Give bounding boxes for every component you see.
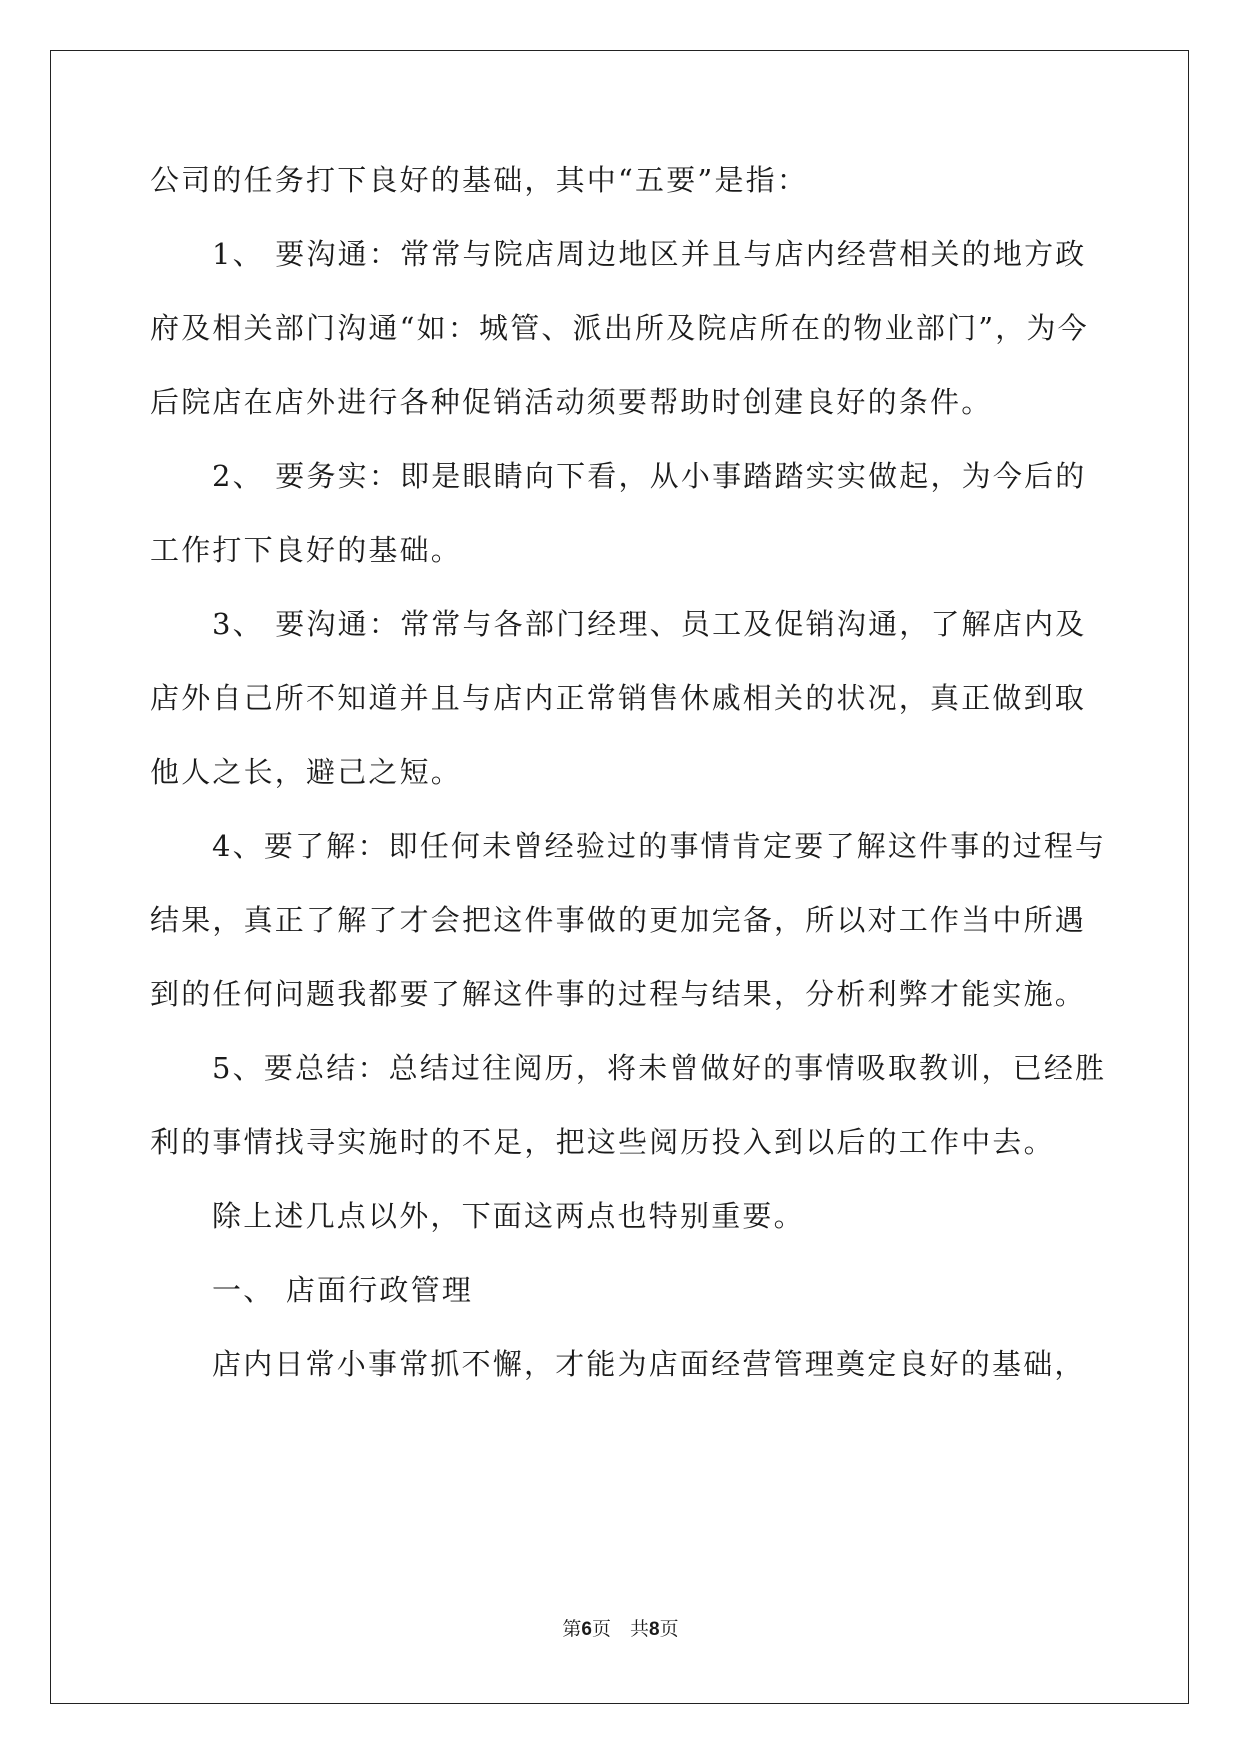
total-pages-number: 8 xyxy=(649,1619,660,1640)
paragraph-line: 3、 要沟通：常常与各部门经理、员工及促销沟通，了解店内及 xyxy=(212,607,1087,641)
paragraph-line: 到的任何问题我都要了解这件事的过程与结果，分析利弊才能实施。 xyxy=(150,977,1087,1011)
paragraph-line: 工作打下良好的基础。 xyxy=(150,533,463,567)
section-heading: 一、 店面行政管理 xyxy=(212,1273,474,1307)
current-page-number: 6 xyxy=(581,1619,592,1640)
paragraph-line: 1、 要沟通：常常与院店周边地区并且与店内经营相关的地方政 xyxy=(212,237,1087,271)
paragraph-line: 利的事情找寻实施时的不足，把这些阅历投入到以后的工作中去。 xyxy=(150,1125,1055,1159)
paragraph-line: 府及相关部门沟通“如：城管、派出所及院店所在的物业部门”，为今 xyxy=(150,311,1089,345)
footer-suffix: 页 xyxy=(659,1619,679,1640)
paragraph-line: 他人之长，避己之短。 xyxy=(150,755,463,789)
page-footer xyxy=(0,1618,1241,1642)
paragraph-line: 后院店在店外进行各种促销活动须要帮助时创建良好的条件。 xyxy=(150,385,993,419)
paragraph-line: 店外自己所不知道并且与店内正常销售休戚相关的状况，真正做到取 xyxy=(150,681,1087,715)
paragraph-line: 2、 要务实：即是眼睛向下看，从小事踏踏实实做起，为今后的 xyxy=(212,459,1087,493)
paragraph-line: 4、要了解：即任何未曾经验过的事情肯定要了解这件事的过程与 xyxy=(212,829,1107,863)
paragraph-line: 公司的任务打下良好的基础，其中“五要”是指： xyxy=(150,163,809,197)
paragraph-line: 店内日常小事常抓不懈，才能为店面经营管理奠定良好的基础， xyxy=(212,1347,1086,1381)
footer-mid: 页 共 xyxy=(591,1619,649,1640)
paragraph-line: 5、要总结：总结过往阅历，将未曾做好的事情吸取教训，已经胜 xyxy=(212,1051,1107,1085)
page-border xyxy=(50,50,1189,1704)
footer-prefix: 第 xyxy=(562,1619,582,1640)
paragraph-line: 除上述几点以外，下面这两点也特别重要。 xyxy=(212,1199,805,1233)
paragraph-line: 结果，真正了解了才会把这件事做的更加完备，所以对工作当中所遇 xyxy=(150,903,1087,937)
